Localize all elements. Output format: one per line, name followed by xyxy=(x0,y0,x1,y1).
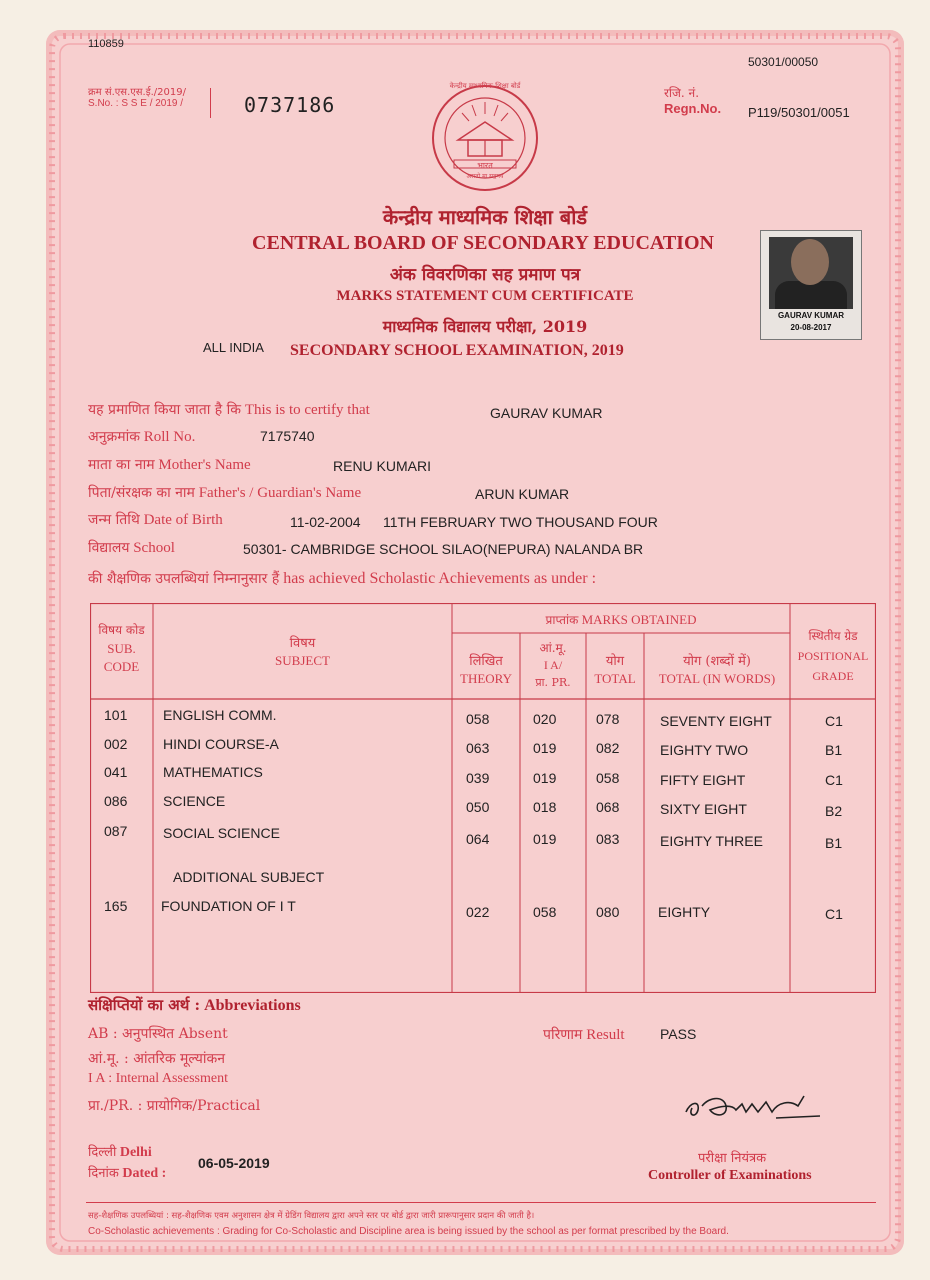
mother-label-english: Mother's Name xyxy=(158,457,251,473)
issue-date-value: 06-05-2019 xyxy=(198,1155,270,1171)
row-grade: C1 xyxy=(825,906,843,922)
header-marks-hindi: प्राप्तांक xyxy=(545,613,579,627)
controller-signature xyxy=(680,1082,830,1130)
controller-title-english: Controller of Examinations xyxy=(648,1168,812,1183)
right-serial-number: 50301/00050 xyxy=(748,55,819,69)
header-theory-hindi: लिखित xyxy=(469,654,503,669)
abbrev-internal-assessment: I A : Internal Assessment xyxy=(88,1071,228,1086)
row-code: 002 xyxy=(104,736,128,752)
dob-words: 11TH FEBRUARY TWO THOUSAND FOUR xyxy=(383,514,658,530)
co-scholastic-note-hindi: सह-शैक्षणिक उपलब्धियां : सह-शैक्षणिक एवम अनुशासन क्षेत्र में ग्रेडिंग विद्यालय द्वारा अपने स्तर पर बोर्ड द्वारा जारी प्रारूपानुसार प्रदान की जाती है। xyxy=(88,1211,535,1221)
header-code-english-1: SUB. xyxy=(107,641,136,656)
delhi-label xyxy=(88,1142,152,1161)
photo-date-caption: 20-08-2017 xyxy=(790,323,832,332)
table-row xyxy=(90,823,876,849)
controller-title-hindi: परीक्षा नियंत्रक xyxy=(698,1151,767,1166)
dob-label-hindi: जन्म तिथि xyxy=(88,512,140,528)
co-scholastic-note-english: Co-Scholastic achievements : Grading for Co-Scholastic and Discipline area is being issued by the school as per format prescribed by the Board. xyxy=(88,1226,729,1237)
header-grade-hindi: स्थितीय ग्रेड xyxy=(808,629,858,643)
row-subject: ENGLISH COMM. xyxy=(163,707,277,723)
row-total: 068 xyxy=(596,799,620,815)
header-ia-english-2: प्रा. PR. xyxy=(535,676,571,689)
row-subject: HINDI COURSE-A xyxy=(163,736,279,752)
row-code: 101 xyxy=(104,707,128,723)
certify-row xyxy=(88,400,370,419)
row-ia: 019 xyxy=(533,770,557,786)
roll-label-english: Roll No. xyxy=(143,429,196,445)
table-row-additional xyxy=(90,898,876,926)
dob-label-english: Date of Birth xyxy=(143,512,223,528)
row-total: 078 xyxy=(596,711,620,727)
board-name-hindi: केन्द्रीय माध्यमिक शिक्षा बोर्ड xyxy=(382,205,588,229)
row-total-words: SIXTY EIGHT xyxy=(660,801,747,817)
regn-number-value: P119/50301/0051 xyxy=(748,105,850,120)
board-name-english: CENTRAL BOARD OF SECONDARY EDUCATION xyxy=(252,232,714,254)
father-row xyxy=(88,483,361,502)
result-label-english: Result xyxy=(586,1027,625,1043)
row-grade: B1 xyxy=(825,835,843,851)
emblem-motto: असतो मा सद्गमय xyxy=(466,173,504,180)
table-row xyxy=(90,793,876,817)
abbreviations-title-english: Abbreviations xyxy=(204,997,301,1014)
row-total: 083 xyxy=(596,831,620,847)
dob-value: 11-02-2004 xyxy=(290,514,361,530)
header-words-hindi: योग (शब्दों में) xyxy=(683,654,751,669)
mother-label-hindi: माता का नाम xyxy=(88,457,155,473)
mother-name-value: RENU KUMARI xyxy=(333,458,432,474)
row-total-words: EIGHTY xyxy=(658,904,711,920)
footer-divider xyxy=(86,1202,876,1203)
header-subject-hindi: विषय xyxy=(289,636,316,651)
photo-name-caption: GAURAV KUMAR xyxy=(777,311,845,320)
dated-label-english: Dated : xyxy=(122,1166,167,1181)
mother-row xyxy=(88,455,251,474)
father-label-hindi: पिता/संरक्षक का नाम xyxy=(88,485,195,501)
dated-label xyxy=(88,1163,166,1182)
marks-table xyxy=(90,603,876,993)
school-label-hindi: विद्यालय xyxy=(88,540,130,556)
sno-label-english: S.No. : S S E / 2019 / xyxy=(88,98,184,109)
school-value: 50301- CAMBRIDGE SCHOOL SILAO(NEPURA) NALANDA BR xyxy=(243,541,644,557)
emblem-arc-text: केन्द्रीय माध्यमिक शिक्षा बोर्ड xyxy=(449,82,521,90)
header-code-english-2: CODE xyxy=(103,659,140,674)
row-subject: SOCIAL SCIENCE xyxy=(163,825,280,841)
row-theory: 022 xyxy=(466,904,490,920)
row-total: 058 xyxy=(596,770,620,786)
header-grade-english-2: GRADE xyxy=(812,669,854,683)
row-subject: SCIENCE xyxy=(163,793,226,809)
row-grade: C1 xyxy=(825,772,843,788)
regn-label-english: Regn.No. xyxy=(664,101,722,116)
row-total-words: SEVENTY EIGHT xyxy=(660,713,772,729)
row-ia: 019 xyxy=(533,740,557,756)
father-name-value: ARUN KUMAR xyxy=(475,486,570,502)
header-total-hindi: योग xyxy=(605,654,625,669)
header-marks-english: MARKS OBTAINED xyxy=(581,612,697,627)
row-total-words: FIFTY EIGHT xyxy=(660,772,746,788)
header-grade-english-1: POSITIONAL xyxy=(797,649,869,663)
additional-subject-label: ADDITIONAL SUBJECT xyxy=(173,869,325,885)
achievement-label-hindi: की शैक्षणिक उपलब्धियां निम्नानुसार हैं xyxy=(88,571,280,587)
serial-number-value: 0737186 xyxy=(244,93,336,117)
certify-label-hindi: यह प्रमाणित किया जाता है कि xyxy=(88,402,242,418)
abbrev-absent: AB : अनुपस्थित Absent xyxy=(88,1026,228,1042)
father-label-english: Father's / Guardian's Name xyxy=(198,485,362,501)
result-label xyxy=(543,1025,625,1044)
row-code: 086 xyxy=(104,793,128,809)
row-ia: 058 xyxy=(533,904,557,920)
row-grade: C1 xyxy=(825,713,843,729)
regn-label-hindi: रजि. नं. xyxy=(664,86,700,100)
emblem-bottom-text: भारत xyxy=(477,161,493,170)
row-grade: B1 xyxy=(825,742,843,758)
row-theory: 039 xyxy=(466,770,490,786)
header-marks xyxy=(452,611,790,628)
header-subject-english: SUBJECT xyxy=(275,653,330,668)
school-label-english: School xyxy=(133,540,175,556)
row-total-words: EIGHTY THREE xyxy=(660,833,763,849)
row-theory: 064 xyxy=(466,831,490,847)
table-row xyxy=(90,707,876,731)
school-row xyxy=(88,538,175,557)
dob-row xyxy=(88,510,223,529)
achievement-label-english: has achieved Scholastic Achievements as under : xyxy=(283,570,597,587)
row-theory: 050 xyxy=(466,799,490,815)
table-row xyxy=(90,764,876,788)
student-photo xyxy=(760,230,862,340)
result-label-hindi: परिणाम xyxy=(543,1027,583,1043)
result-value: PASS xyxy=(660,1026,697,1042)
exam-title-hindi: माध्यमिक विद्यालय परीक्षा, 2019 xyxy=(382,317,588,336)
statement-title-hindi: अंक विवरणिका सह प्रमाण पत्र xyxy=(389,265,581,285)
abbreviations-title-hindi: संक्षिप्तियों का अर्थ : xyxy=(88,996,201,1014)
delhi-label-hindi: दिल्ली xyxy=(88,1145,117,1160)
dated-label-hindi: दिनांक xyxy=(88,1166,119,1181)
row-theory: 063 xyxy=(466,740,490,756)
row-code: 165 xyxy=(104,898,128,914)
roll-row xyxy=(88,427,195,446)
header-code-hindi: विषय कोड xyxy=(98,623,145,637)
sno-divider xyxy=(210,88,211,118)
sno-label-hindi: क्रम सं.एस.एस.ई./2019/ xyxy=(88,87,186,98)
exam-title-english: SECONDARY SCHOOL EXAMINATION, 2019 xyxy=(290,342,624,359)
all-india-label: ALL INDIA xyxy=(203,340,264,355)
row-total: 082 xyxy=(596,740,620,756)
roll-number-value: 7175740 xyxy=(260,428,315,444)
row-code: 087 xyxy=(104,823,128,839)
row-code: 041 xyxy=(104,764,128,780)
student-name-value: GAURAV KUMAR xyxy=(490,405,603,421)
row-subject: MATHEMATICS xyxy=(163,764,263,780)
certify-label-english: This is to certify that xyxy=(244,402,370,418)
row-ia: 018 xyxy=(533,799,557,815)
header-words-english: TOTAL (IN WORDS) xyxy=(658,671,776,686)
header-total-english: TOTAL xyxy=(594,671,636,686)
row-theory: 058 xyxy=(466,711,490,727)
table-row xyxy=(90,736,876,760)
row-grade: B2 xyxy=(825,803,843,819)
header-ia-hindi: आं.मू. xyxy=(539,641,567,655)
statement-title-english: MARKS STATEMENT CUM CERTIFICATE xyxy=(336,288,634,304)
header-theory-english: THEORY xyxy=(460,671,512,686)
achievement-row xyxy=(88,569,596,588)
abbrev-practical: प्रा./PR. : प्रायोगिक/Practical xyxy=(88,1098,261,1114)
roll-label-hindi: अनुक्रमांक xyxy=(88,429,140,445)
row-subject: FOUNDATION OF I T xyxy=(161,898,296,914)
left-serial-number: 110859 xyxy=(88,38,124,50)
row-ia: 020 xyxy=(533,711,557,727)
abbreviations-title xyxy=(88,995,301,1015)
row-total-words: EIGHTY TWO xyxy=(660,742,749,758)
row-total: 080 xyxy=(596,904,620,920)
abbrev-internal-hindi: आं.मू. : आंतरिक मूल्यांकन xyxy=(88,1051,226,1067)
header-ia-english-1: I A/ xyxy=(543,658,563,672)
row-ia: 019 xyxy=(533,831,557,847)
delhi-label-english: Delhi xyxy=(119,1145,152,1160)
